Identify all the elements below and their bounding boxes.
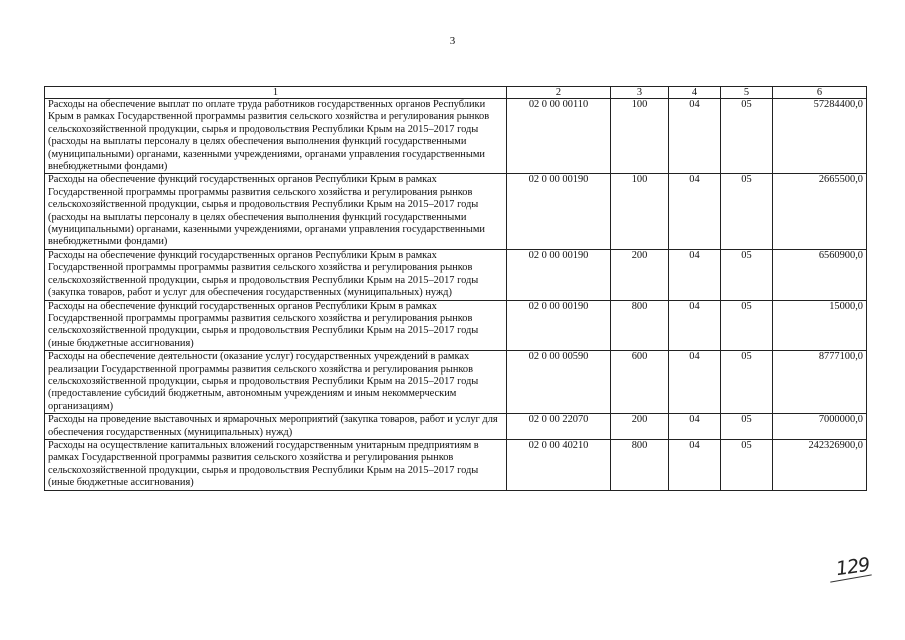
row-description: Расходы на осуществление капитальных вложений государственным унитарным предприятиям в рамках Государственной программы развития сельского хозяйства и регулирования рынков сельскохозяйственной продукции, сырья и продовольствия Республики Крым на 2015–2017 годы (иные бюджетные ассигнования) — [45, 439, 507, 490]
handwritten-page-mark: 129 — [834, 553, 871, 581]
row-expense-type: 200 — [611, 249, 669, 300]
row-subsection: 05 — [721, 351, 773, 414]
row-section: 04 — [669, 99, 721, 174]
table-row — [45, 249, 867, 300]
row-expense-type: 100 — [611, 99, 669, 174]
table-row — [45, 414, 867, 440]
row-code: 02 0 00 40210 — [507, 439, 611, 490]
row-description: Расходы на проведение выставочных и ярмарочных мероприятий (закупка товаров, работ и услуг для обеспечения государственных (муниципальных) нужд) — [45, 414, 507, 440]
table-row — [45, 99, 867, 174]
table-row — [45, 174, 867, 249]
row-subsection: 05 — [721, 439, 773, 490]
row-amount: 7000000,0 — [773, 414, 867, 440]
row-subsection: 05 — [721, 414, 773, 440]
row-code: 02 0 00 00190 — [507, 300, 611, 351]
row-amount: 8777100,0 — [773, 351, 867, 414]
row-description: Расходы на обеспечение функций государственных органов Республики Крым в рамках Государственной программы программы развития сельского хозяйства и регулирования рынков сельскохозяйственной продукции, сырья и продовольствия Республики Крым на 2015–2017 годы (иные бюджетные ассигнования) — [45, 300, 507, 351]
row-expense-type: 800 — [611, 300, 669, 351]
row-amount: 15000,0 — [773, 300, 867, 351]
row-amount: 242326900,0 — [773, 439, 867, 490]
row-section: 04 — [669, 351, 721, 414]
row-expense-type: 200 — [611, 414, 669, 440]
row-subsection: 05 — [721, 174, 773, 249]
row-section: 04 — [669, 249, 721, 300]
row-code: 02 0 00 00590 — [507, 351, 611, 414]
column-header-4: 4 — [669, 87, 721, 99]
column-header-3: 3 — [611, 87, 669, 99]
row-subsection: 05 — [721, 99, 773, 174]
column-header-6: 6 — [773, 87, 867, 99]
row-description: Расходы на обеспечение функций государственных органов Республики Крым в рамках Государственной программы программы развития сельского хозяйства и регулирования рынков сельскохозяйственной продукции, сырья и продовольствия Республики Крым на 2015–2017 годы (расходы на выплаты персоналу в целях обеспечения выполнения функций государственными (муниципальными) органами, казенными учреждениями, органами управления государственными внебюджетными фондами) — [45, 174, 507, 249]
column-header-2: 2 — [507, 87, 611, 99]
table-row — [45, 300, 867, 351]
row-code: 02 0 00 00110 — [507, 99, 611, 174]
table-row — [45, 439, 867, 490]
page-number: 3 — [449, 35, 456, 47]
row-amount: 6560900,0 — [773, 249, 867, 300]
row-expense-type: 800 — [611, 439, 669, 490]
row-amount: 2665500,0 — [773, 174, 867, 249]
row-subsection: 05 — [721, 249, 773, 300]
row-expense-type: 100 — [611, 174, 669, 249]
row-description: Расходы на обеспечение деятельности (оказание услуг) государственных учреждений в рамках реализации Государственной программы развития сельского хозяйства и регулирования рынков сельскохозяйственной продукции, сырья и продовольствия Республики Крым на 2015–2017 годы (предоставление субсидий бюджетным, автономным учреждениям и иным некоммерческим организациям) — [45, 351, 507, 414]
row-section: 04 — [669, 174, 721, 249]
column-header-1: 1 — [45, 87, 507, 99]
row-code: 02 0 00 00190 — [507, 249, 611, 300]
row-section: 04 — [669, 414, 721, 440]
row-section: 04 — [669, 300, 721, 351]
row-subsection: 05 — [721, 300, 773, 351]
row-code: 02 0 00 22070 — [507, 414, 611, 440]
table-header-row — [45, 87, 867, 99]
row-section: 04 — [669, 439, 721, 490]
row-amount: 57284400,0 — [773, 99, 867, 174]
row-description: Расходы на обеспечение функций государственных органов Республики Крым в рамках Государственной программы программы развития сельского хозяйства и регулирования рынков сельскохозяйственной продукции, сырья и продовольствия Республики Крым на 2015–2017 годы (закупка товаров, работ и услуг для обеспечения государственных (муниципальных) нужд) — [45, 249, 507, 300]
table-row — [45, 351, 867, 414]
row-description: Расходы на обеспечение выплат по оплате труда работников государственных органов Республики Крым в рамках Государственной программы развития сельского хозяйства и регулирования рынков сельскохозяйственной продукции, сырья и продовольствия Республики Крым на 2015–2017 годы (расходы на выплаты персоналу в целях обеспечения выполнения функций государственными (муниципальными) органами, казенными учреждениями, органами управления государственными внебюджетными фондами) — [45, 99, 507, 174]
budget-table — [44, 86, 867, 491]
row-expense-type: 600 — [611, 351, 669, 414]
column-header-5: 5 — [721, 87, 773, 99]
row-code: 02 0 00 00190 — [507, 174, 611, 249]
